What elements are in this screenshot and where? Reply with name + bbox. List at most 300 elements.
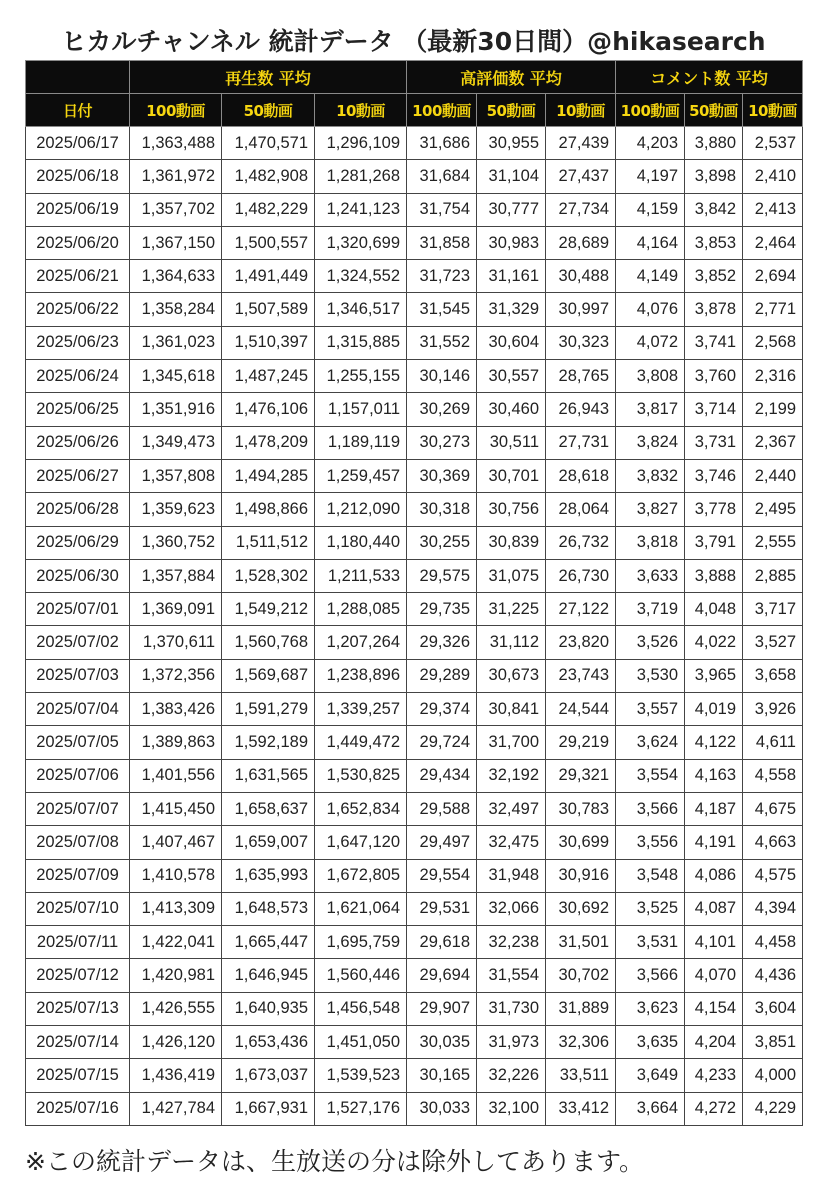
value-cell: 30,146 xyxy=(407,360,477,393)
value-cell: 31,754 xyxy=(407,193,477,226)
value-cell: 31,545 xyxy=(407,293,477,326)
value-cell: 31,948 xyxy=(477,859,546,892)
value-cell: 3,566 xyxy=(616,792,685,825)
table-row xyxy=(26,127,803,160)
value-cell: 31,889 xyxy=(546,992,616,1025)
table-row xyxy=(26,926,803,959)
table-row xyxy=(26,759,803,792)
value-cell: 1,422,041 xyxy=(130,926,222,959)
value-cell: 3,531 xyxy=(616,926,685,959)
value-cell: 3,635 xyxy=(616,1026,685,1059)
value-cell: 30,165 xyxy=(407,1059,477,1092)
value-cell: 2,555 xyxy=(743,526,803,559)
value-cell: 1,296,109 xyxy=(315,127,407,160)
value-cell: 31,858 xyxy=(407,226,477,259)
value-cell: 1,255,155 xyxy=(315,360,407,393)
value-cell: 26,730 xyxy=(546,559,616,592)
table-row xyxy=(26,992,803,1025)
date-cell: 2025/06/17 xyxy=(26,127,130,160)
value-cell: 31,161 xyxy=(477,260,546,293)
date-cell: 2025/06/27 xyxy=(26,459,130,492)
date-cell: 2025/07/09 xyxy=(26,859,130,892)
value-cell: 1,478,209 xyxy=(222,426,315,459)
value-cell: 1,652,834 xyxy=(315,792,407,825)
value-cell: 1,346,517 xyxy=(315,293,407,326)
value-cell: 1,324,552 xyxy=(315,260,407,293)
table-row xyxy=(26,326,803,359)
value-cell: 30,955 xyxy=(477,127,546,160)
table-row xyxy=(26,459,803,492)
value-cell: 26,732 xyxy=(546,526,616,559)
value-cell: 29,219 xyxy=(546,726,616,759)
value-cell: 4,233 xyxy=(685,1059,743,1092)
value-cell: 4,072 xyxy=(616,326,685,359)
value-cell: 4,087 xyxy=(685,892,743,925)
value-cell: 3,557 xyxy=(616,693,685,726)
value-cell: 29,497 xyxy=(407,826,477,859)
value-cell: 32,192 xyxy=(477,759,546,792)
value-cell: 3,878 xyxy=(685,293,743,326)
value-cell: 4,675 xyxy=(743,792,803,825)
value-cell: 1,363,488 xyxy=(130,127,222,160)
value-cell: 3,880 xyxy=(685,127,743,160)
table-row xyxy=(26,1026,803,1059)
value-cell: 30,916 xyxy=(546,859,616,892)
value-cell: 4,076 xyxy=(616,293,685,326)
value-cell: 4,394 xyxy=(743,892,803,925)
value-cell: 29,735 xyxy=(407,593,477,626)
value-cell: 2,464 xyxy=(743,226,803,259)
value-cell: 3,851 xyxy=(743,1026,803,1059)
value-cell: 1,359,623 xyxy=(130,493,222,526)
value-cell: 1,401,556 xyxy=(130,759,222,792)
table-row xyxy=(26,859,803,892)
value-cell: 4,436 xyxy=(743,959,803,992)
value-cell: 1,640,935 xyxy=(222,992,315,1025)
value-cell: 1,449,472 xyxy=(315,726,407,759)
value-cell: 31,501 xyxy=(546,926,616,959)
value-cell: 1,494,285 xyxy=(222,459,315,492)
table-row xyxy=(26,626,803,659)
table-row xyxy=(26,826,803,859)
value-cell: 3,554 xyxy=(616,759,685,792)
column-header: 10動画 xyxy=(315,94,407,127)
value-cell: 30,460 xyxy=(477,393,546,426)
table-row xyxy=(26,559,803,592)
value-cell: 1,451,050 xyxy=(315,1026,407,1059)
value-cell: 1,500,557 xyxy=(222,226,315,259)
value-cell: 4,203 xyxy=(616,127,685,160)
value-cell: 23,743 xyxy=(546,659,616,692)
value-cell: 1,345,618 xyxy=(130,360,222,393)
value-cell: 1,470,571 xyxy=(222,127,315,160)
value-cell: 26,943 xyxy=(546,393,616,426)
value-cell: 4,000 xyxy=(743,1059,803,1092)
value-cell: 1,498,866 xyxy=(222,493,315,526)
value-cell: 1,665,447 xyxy=(222,926,315,959)
value-cell: 1,560,768 xyxy=(222,626,315,659)
value-cell: 2,440 xyxy=(743,459,803,492)
value-cell: 3,827 xyxy=(616,493,685,526)
date-cell: 2025/07/11 xyxy=(26,926,130,959)
value-cell: 32,226 xyxy=(477,1059,546,1092)
value-cell: 27,122 xyxy=(546,593,616,626)
value-cell: 29,554 xyxy=(407,859,477,892)
value-cell: 1,357,702 xyxy=(130,193,222,226)
value-cell: 3,548 xyxy=(616,859,685,892)
value-cell: 27,439 xyxy=(546,127,616,160)
date-cell: 2025/07/04 xyxy=(26,693,130,726)
value-cell: 2,199 xyxy=(743,393,803,426)
value-cell: 29,618 xyxy=(407,926,477,959)
value-cell: 3,824 xyxy=(616,426,685,459)
value-cell: 27,437 xyxy=(546,160,616,193)
value-cell: 4,575 xyxy=(743,859,803,892)
value-cell: 1,476,106 xyxy=(222,393,315,426)
column-header: 100動画 xyxy=(616,94,685,127)
value-cell: 3,832 xyxy=(616,459,685,492)
value-cell: 30,783 xyxy=(546,792,616,825)
value-cell: 1,635,993 xyxy=(222,859,315,892)
value-cell: 4,458 xyxy=(743,926,803,959)
date-cell: 2025/07/13 xyxy=(26,992,130,1025)
value-cell: 4,163 xyxy=(685,759,743,792)
value-cell: 28,689 xyxy=(546,226,616,259)
value-cell: 1,288,085 xyxy=(315,593,407,626)
value-cell: 31,730 xyxy=(477,992,546,1025)
date-cell: 2025/06/20 xyxy=(26,226,130,259)
value-cell: 31,686 xyxy=(407,127,477,160)
value-cell: 30,841 xyxy=(477,693,546,726)
table-row xyxy=(26,1092,803,1125)
value-cell: 3,633 xyxy=(616,559,685,592)
table-row xyxy=(26,293,803,326)
value-cell: 1,659,007 xyxy=(222,826,315,859)
value-cell: 1,361,023 xyxy=(130,326,222,359)
value-cell: 3,717 xyxy=(743,593,803,626)
value-cell: 28,765 xyxy=(546,360,616,393)
column-header: 100動画 xyxy=(130,94,222,127)
date-cell: 2025/07/07 xyxy=(26,792,130,825)
value-cell: 1,648,573 xyxy=(222,892,315,925)
value-cell: 30,557 xyxy=(477,360,546,393)
value-cell: 1,360,752 xyxy=(130,526,222,559)
value-cell: 31,329 xyxy=(477,293,546,326)
value-cell: 4,204 xyxy=(685,1026,743,1059)
value-cell: 30,692 xyxy=(546,892,616,925)
value-cell: 31,723 xyxy=(407,260,477,293)
table-row xyxy=(26,1059,803,1092)
column-header: 50動画 xyxy=(685,94,743,127)
date-cell: 2025/06/28 xyxy=(26,493,130,526)
date-cell: 2025/06/21 xyxy=(26,260,130,293)
value-cell: 1,427,784 xyxy=(130,1092,222,1125)
value-cell: 1,482,908 xyxy=(222,160,315,193)
value-cell: 31,075 xyxy=(477,559,546,592)
value-cell: 30,702 xyxy=(546,959,616,992)
value-cell: 4,558 xyxy=(743,759,803,792)
value-cell: 1,410,578 xyxy=(130,859,222,892)
table-row xyxy=(26,959,803,992)
sub-header-row xyxy=(26,94,803,127)
value-cell: 4,611 xyxy=(743,726,803,759)
value-cell: 1,358,284 xyxy=(130,293,222,326)
value-cell: 4,149 xyxy=(616,260,685,293)
date-cell: 2025/07/03 xyxy=(26,659,130,692)
value-cell: 30,273 xyxy=(407,426,477,459)
date-cell: 2025/07/14 xyxy=(26,1026,130,1059)
value-cell: 2,771 xyxy=(743,293,803,326)
value-cell: 1,456,548 xyxy=(315,992,407,1025)
value-cell: 1,189,119 xyxy=(315,426,407,459)
value-cell: 3,623 xyxy=(616,992,685,1025)
value-cell: 28,618 xyxy=(546,459,616,492)
table-row xyxy=(26,260,803,293)
value-cell: 3,760 xyxy=(685,360,743,393)
value-cell: 1,349,473 xyxy=(130,426,222,459)
value-cell: 1,527,176 xyxy=(315,1092,407,1125)
value-cell: 3,731 xyxy=(685,426,743,459)
value-cell: 4,048 xyxy=(685,593,743,626)
value-cell: 1,413,309 xyxy=(130,892,222,925)
value-cell: 1,351,916 xyxy=(130,393,222,426)
group-header-views: 再生数 平均 xyxy=(130,61,407,94)
value-cell: 1,646,945 xyxy=(222,959,315,992)
value-cell: 1,621,064 xyxy=(315,892,407,925)
value-cell: 4,019 xyxy=(685,693,743,726)
value-cell: 3,525 xyxy=(616,892,685,925)
value-cell: 3,624 xyxy=(616,726,685,759)
value-cell: 1,667,931 xyxy=(222,1092,315,1125)
value-cell: 29,724 xyxy=(407,726,477,759)
value-cell: 31,552 xyxy=(407,326,477,359)
value-cell: 2,410 xyxy=(743,160,803,193)
value-cell: 1,361,972 xyxy=(130,160,222,193)
value-cell: 1,407,467 xyxy=(130,826,222,859)
value-cell: 1,157,011 xyxy=(315,393,407,426)
value-cell: 3,898 xyxy=(685,160,743,193)
date-cell: 2025/06/23 xyxy=(26,326,130,359)
value-cell: 1,372,356 xyxy=(130,659,222,692)
date-cell: 2025/07/02 xyxy=(26,626,130,659)
value-cell: 29,374 xyxy=(407,693,477,726)
value-cell: 1,530,825 xyxy=(315,759,407,792)
value-cell: 30,701 xyxy=(477,459,546,492)
table-row xyxy=(26,493,803,526)
value-cell: 30,318 xyxy=(407,493,477,526)
table-row xyxy=(26,892,803,925)
value-cell: 4,086 xyxy=(685,859,743,892)
value-cell: 1,357,808 xyxy=(130,459,222,492)
value-cell: 1,211,533 xyxy=(315,559,407,592)
value-cell: 1,487,245 xyxy=(222,360,315,393)
table-body xyxy=(26,127,803,1126)
value-cell: 1,320,699 xyxy=(315,226,407,259)
value-cell: 1,241,123 xyxy=(315,193,407,226)
value-cell: 4,663 xyxy=(743,826,803,859)
value-cell: 3,664 xyxy=(616,1092,685,1125)
value-cell: 33,412 xyxy=(546,1092,616,1125)
value-cell: 30,997 xyxy=(546,293,616,326)
value-cell: 1,370,611 xyxy=(130,626,222,659)
value-cell: 30,983 xyxy=(477,226,546,259)
value-cell: 3,853 xyxy=(685,226,743,259)
value-cell: 4,101 xyxy=(685,926,743,959)
value-cell: 1,658,637 xyxy=(222,792,315,825)
value-cell: 1,511,512 xyxy=(222,526,315,559)
value-cell: 1,560,446 xyxy=(315,959,407,992)
value-cell: 1,673,037 xyxy=(222,1059,315,1092)
value-cell: 3,526 xyxy=(616,626,685,659)
value-cell: 3,741 xyxy=(685,326,743,359)
value-cell: 32,066 xyxy=(477,892,546,925)
value-cell: 4,159 xyxy=(616,193,685,226)
value-cell: 1,207,264 xyxy=(315,626,407,659)
column-header: 100動画 xyxy=(407,94,477,127)
value-cell: 4,070 xyxy=(685,959,743,992)
value-cell: 32,306 xyxy=(546,1026,616,1059)
column-header: 10動画 xyxy=(743,94,803,127)
table-row xyxy=(26,360,803,393)
date-cell: 2025/07/15 xyxy=(26,1059,130,1092)
value-cell: 1,528,302 xyxy=(222,559,315,592)
date-cell: 2025/07/12 xyxy=(26,959,130,992)
value-cell: 3,778 xyxy=(685,493,743,526)
table-row xyxy=(26,426,803,459)
date-cell: 2025/06/26 xyxy=(26,426,130,459)
value-cell: 1,426,555 xyxy=(130,992,222,1025)
value-cell: 30,269 xyxy=(407,393,477,426)
value-cell: 3,746 xyxy=(685,459,743,492)
table-row xyxy=(26,193,803,226)
value-cell: 3,714 xyxy=(685,393,743,426)
value-cell: 3,926 xyxy=(743,693,803,726)
value-cell: 1,339,257 xyxy=(315,693,407,726)
value-cell: 29,326 xyxy=(407,626,477,659)
value-cell: 3,852 xyxy=(685,260,743,293)
value-cell: 4,272 xyxy=(685,1092,743,1125)
value-cell: 3,791 xyxy=(685,526,743,559)
date-cell: 2025/06/29 xyxy=(26,526,130,559)
date-cell: 2025/07/05 xyxy=(26,726,130,759)
value-cell: 31,225 xyxy=(477,593,546,626)
date-cell: 2025/06/22 xyxy=(26,293,130,326)
table-row xyxy=(26,593,803,626)
value-cell: 3,808 xyxy=(616,360,685,393)
table-row xyxy=(26,659,803,692)
page-title: ヒカルチャンネル 統計データ （最新30日間）@hikasearch xyxy=(61,27,766,56)
value-cell: 29,434 xyxy=(407,759,477,792)
value-cell: 1,695,759 xyxy=(315,926,407,959)
table-row xyxy=(26,160,803,193)
value-cell: 32,475 xyxy=(477,826,546,859)
value-cell: 1,426,120 xyxy=(130,1026,222,1059)
value-cell: 3,527 xyxy=(743,626,803,659)
table-row xyxy=(26,726,803,759)
value-cell: 1,491,449 xyxy=(222,260,315,293)
column-header: 50動画 xyxy=(222,94,315,127)
value-cell: 1,436,419 xyxy=(130,1059,222,1092)
value-cell: 1,367,150 xyxy=(130,226,222,259)
value-cell: 24,544 xyxy=(546,693,616,726)
value-cell: 1,389,863 xyxy=(130,726,222,759)
table-row xyxy=(26,693,803,726)
value-cell: 30,777 xyxy=(477,193,546,226)
value-cell: 1,315,885 xyxy=(315,326,407,359)
value-cell: 1,364,633 xyxy=(130,260,222,293)
value-cell: 3,556 xyxy=(616,826,685,859)
value-cell: 3,888 xyxy=(685,559,743,592)
value-cell: 1,510,397 xyxy=(222,326,315,359)
value-cell: 3,604 xyxy=(743,992,803,1025)
value-cell: 30,699 xyxy=(546,826,616,859)
value-cell: 3,817 xyxy=(616,393,685,426)
value-cell: 29,289 xyxy=(407,659,477,692)
group-header-comments: コメント数 平均 xyxy=(616,61,803,94)
value-cell: 27,731 xyxy=(546,426,616,459)
value-cell: 30,488 xyxy=(546,260,616,293)
date-cell: 2025/07/16 xyxy=(26,1092,130,1125)
value-cell: 2,367 xyxy=(743,426,803,459)
value-cell: 23,820 xyxy=(546,626,616,659)
value-cell: 30,323 xyxy=(546,326,616,359)
table-row xyxy=(26,393,803,426)
value-cell: 30,369 xyxy=(407,459,477,492)
date-cell: 2025/07/08 xyxy=(26,826,130,859)
value-cell: 30,839 xyxy=(477,526,546,559)
date-cell: 2025/06/30 xyxy=(26,559,130,592)
value-cell: 1,539,523 xyxy=(315,1059,407,1092)
value-cell: 3,719 xyxy=(616,593,685,626)
value-cell: 32,100 xyxy=(477,1092,546,1125)
value-cell: 1,357,884 xyxy=(130,559,222,592)
value-cell: 4,154 xyxy=(685,992,743,1025)
value-cell: 3,649 xyxy=(616,1059,685,1092)
value-cell: 1,238,896 xyxy=(315,659,407,692)
value-cell: 1,672,805 xyxy=(315,859,407,892)
value-cell: 4,229 xyxy=(743,1092,803,1125)
value-cell: 4,197 xyxy=(616,160,685,193)
value-cell: 1,383,426 xyxy=(130,693,222,726)
date-cell: 2025/06/24 xyxy=(26,360,130,393)
column-header-date: 日付 xyxy=(26,94,130,127)
value-cell: 29,321 xyxy=(546,759,616,792)
value-cell: 30,033 xyxy=(407,1092,477,1125)
value-cell: 1,369,091 xyxy=(130,593,222,626)
value-cell: 32,497 xyxy=(477,792,546,825)
value-cell: 31,112 xyxy=(477,626,546,659)
value-cell: 2,885 xyxy=(743,559,803,592)
value-cell: 4,022 xyxy=(685,626,743,659)
value-cell: 30,604 xyxy=(477,326,546,359)
value-cell: 33,511 xyxy=(546,1059,616,1092)
value-cell: 29,588 xyxy=(407,792,477,825)
value-cell: 2,568 xyxy=(743,326,803,359)
value-cell: 31,104 xyxy=(477,160,546,193)
value-cell: 31,684 xyxy=(407,160,477,193)
table-row xyxy=(26,792,803,825)
footnote: ※この統計データは、生放送の分は除外してあります。 xyxy=(25,1147,644,1176)
value-cell: 1,631,565 xyxy=(222,759,315,792)
value-cell: 4,187 xyxy=(685,792,743,825)
stats-table xyxy=(25,60,803,1126)
value-cell: 31,973 xyxy=(477,1026,546,1059)
date-cell: 2025/06/25 xyxy=(26,393,130,426)
value-cell: 1,420,981 xyxy=(130,959,222,992)
value-cell: 1,482,229 xyxy=(222,193,315,226)
value-cell: 3,566 xyxy=(616,959,685,992)
value-cell: 29,694 xyxy=(407,959,477,992)
